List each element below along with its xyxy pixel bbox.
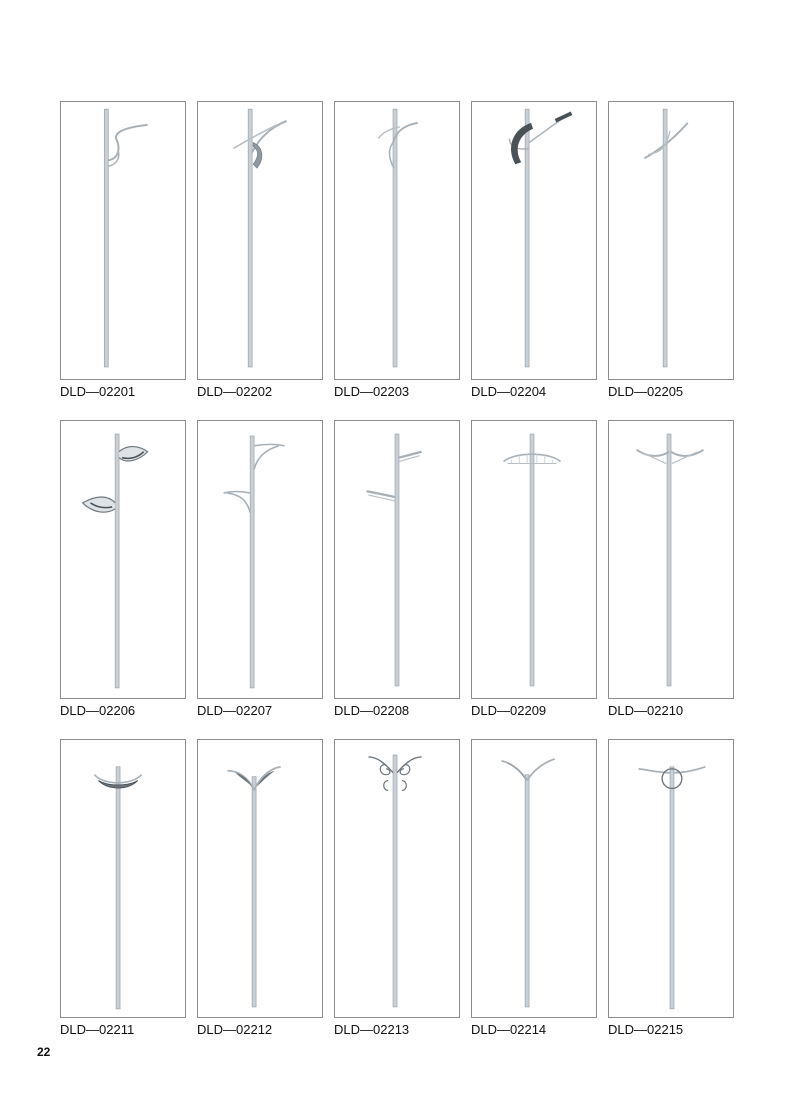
product-code-02215: DLD—02215: [608, 1022, 684, 1037]
product-code-02205: DLD—02205: [608, 384, 684, 399]
product-code-02210: DLD—02210: [608, 703, 684, 718]
product-card-02207: [197, 420, 323, 699]
product-code-02214: DLD—02214: [471, 1022, 547, 1037]
product-code-02207: DLD—02207: [197, 703, 273, 718]
product-code-02203: DLD—02203: [334, 384, 410, 399]
product-code-02212: DLD—02212: [197, 1022, 273, 1037]
product-code-02211: DLD—02211: [60, 1022, 135, 1037]
streetlight-illustration-02213: [335, 740, 459, 1017]
product-card-02210: [608, 420, 734, 699]
streetlight-illustration-02201: [61, 102, 185, 379]
streetlight-illustration-02206: [61, 421, 185, 698]
product-card-02205: [608, 101, 734, 380]
product-code-02206: DLD—02206: [60, 703, 136, 718]
product-card-02201: [60, 101, 186, 380]
streetlight-illustration-02208: [335, 421, 459, 698]
product-code-02213: DLD—02213: [334, 1022, 410, 1037]
streetlight-illustration-02203: [335, 102, 459, 379]
product-code-02208: DLD—02208: [334, 703, 410, 718]
streetlight-illustration-02204: [472, 102, 596, 379]
streetlight-illustration-02210: [609, 421, 733, 698]
product-code-02201: DLD—02201: [60, 384, 136, 399]
streetlight-illustration-02214: [472, 740, 596, 1017]
product-card-02215: [608, 739, 734, 1018]
product-card-02209: [471, 420, 597, 699]
streetlight-illustration-02202: [198, 102, 322, 379]
product-code-02202: DLD—02202: [197, 384, 273, 399]
product-card-02203: [334, 101, 460, 380]
product-card-02202: [197, 101, 323, 380]
product-card-02212: [197, 739, 323, 1018]
streetlight-illustration-02211: [61, 740, 185, 1017]
product-card-02213: [334, 739, 460, 1018]
product-code-02204: DLD—02204: [471, 384, 547, 399]
streetlight-illustration-02207: [198, 421, 322, 698]
product-card-02206: [60, 420, 186, 699]
page-number: 22: [37, 1045, 51, 1059]
streetlight-illustration-02215: [609, 740, 733, 1017]
streetlight-illustration-02212: [198, 740, 322, 1017]
product-card-02208: [334, 420, 460, 699]
product-card-02211: [60, 739, 186, 1018]
product-card-02204: [471, 101, 597, 380]
product-code-02209: DLD—02209: [471, 703, 547, 718]
streetlight-illustration-02209: [472, 421, 596, 698]
streetlight-illustration-02205: [609, 102, 733, 379]
product-card-02214: [471, 739, 597, 1018]
